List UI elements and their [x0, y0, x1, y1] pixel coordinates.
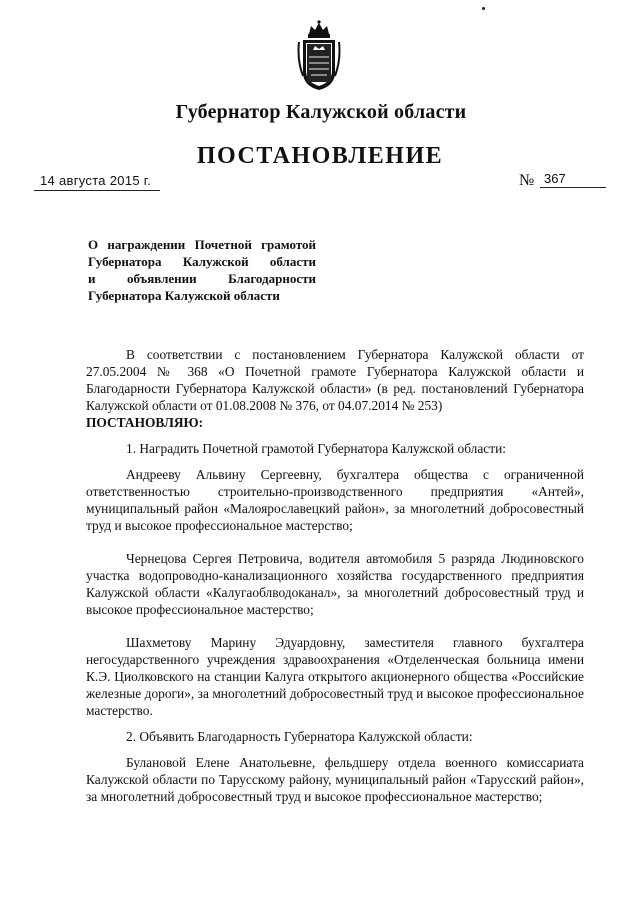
date-underline [34, 190, 160, 191]
subject-line: Губернатора Калужской области [88, 288, 280, 303]
preamble-paragraph: В соответствии с постановлением Губернатора Калужской области от 27.05.2004 № 368 «О Почетной грамоте Губернатора Калужской области и Благодарности Губернатора Калужской области» (в ред. постановлений Губернатора Калужской области от 01.08.2008 № 376, от 04.07.2014 № 253) [86, 347, 584, 413]
subject-line: О награждении Почетной грамотой [88, 237, 316, 252]
document-date: 14 августа 2015 г. [40, 173, 152, 188]
resolve-heading: ПОСТАНОВЛЯЮ: [86, 415, 204, 430]
award-paragraph: Шахметову Марину Эдуардовну, заместителя главного бухгалтера негосударственного учреждения здравоохранения «Отделенческая больница имени К.Э. Циолковского на станции Калуга открытого акционерного общества «Российские железные дороги», за многолетний добросовестный труд и высокое профессиональное мастерство. [86, 635, 584, 718]
item-2-heading: 2. Объявить Благодарность Губернатора Калужской области: [126, 729, 473, 744]
number-underline [540, 187, 606, 188]
authority-heading: Губернатор Калужской области [175, 101, 467, 123]
item-1-heading: 1. Наградить Почетной грамотой Губернатора Калужской области: [126, 441, 506, 456]
document-type-title: ПОСТАНОВЛЕНИЕ [196, 143, 444, 169]
subject-line: Губернатора Калужской области [88, 254, 316, 269]
award-paragraph: Андрееву Альвину Сергеевну, бухгалтера общества с ограниченной ответственностью строительно-производственного предприятия «Антей», муниципальный район «Малоярославецкий район», за многолетний добросовестный труд и высокое профессиональное мастерство; [86, 467, 584, 533]
document-body [86, 346, 584, 805]
subject-line: и объявлении Благодарности [88, 271, 316, 286]
gratitude-paragraph: Булановой Елене Анатольевне, фельдшеру отдела военного комиссариата Калужской области по Тарусскому району, муниципальный район «Тарусский район», за многолетний добросовестный труд и высокое профессиональное мастерство; [86, 755, 584, 804]
scan-dot [482, 7, 485, 10]
coat-of-arms-icon [297, 20, 341, 92]
document-number: 367 [544, 171, 566, 186]
document-subject [88, 236, 316, 304]
award-paragraph: Чернецова Сергея Петровича, водителя автомобиля 5 разряда Людиновского участка водопроводно-канализационного хозяйства государственного предприятия Калужской области «Калугаоблводоканал», за многолетний добросовестный труд и высокое профессиональное мастерство; [86, 551, 584, 617]
number-label: № [519, 172, 535, 189]
